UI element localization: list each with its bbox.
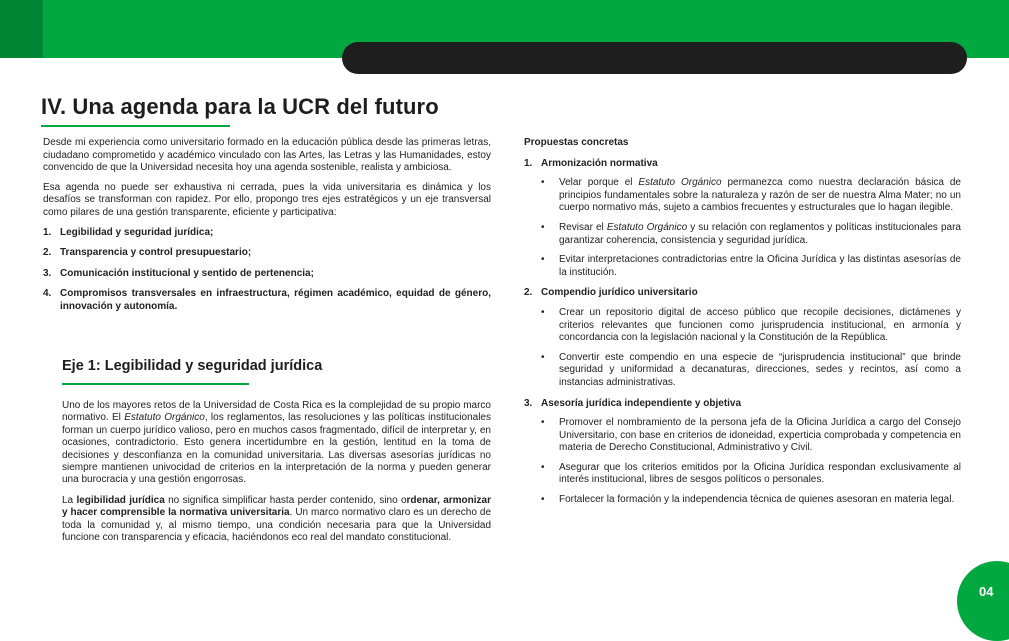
text-run: Uno de los mayores retos de la Universidad de Costa Rica es la complejidad de su propio marco normativo. El: [62, 400, 491, 424]
proposals-heading: Propuestas concretas: [524, 137, 629, 148]
text-run: , los reglamentos, las resoluciones y las políticas institucionales forman un cuerpo jurídico valioso, pero en muchos casos fragmentado, difícil de interpretar y, en ocasiones, contradictorio. Esto genera incertidumbre en la gestión, lentitud en la toma de decisiones y desconfianza en la comunidad universitaria. Las diversas asesorías jurídicas no siempre mantienen univocidad de criterios en la interpretación de la norma y pueden generar una burocracia y una gestión engorrosas.: [62, 412, 491, 486]
section-title: IV. Una agenda para la UCR del futuro: [41, 94, 439, 119]
right-column: [524, 137, 961, 515]
proposal-number: 3.: [524, 397, 533, 409]
bullet-icon: •: [541, 417, 545, 429]
proposal-number: 2.: [524, 287, 533, 299]
pillar-text: Legibilidad y seguridad jurídica;: [60, 226, 214, 238]
pillar-number: 2.: [43, 247, 52, 259]
eje1-title-underline: [62, 383, 249, 385]
bullet-item: [541, 494, 961, 507]
proposal-bullets: [524, 177, 961, 279]
text-run: Revisar el: [559, 221, 607, 233]
header-accent-block: [0, 0, 43, 58]
text-run: permanezca como nuestra declaración básica de principios fundamentales sobre la naturaleza y razón de ser de nuestra Alma Mater; no un cuerpo normativo más, sujeto a cambios frecuentes y estructurales que lo hagan ilegible.: [559, 177, 961, 214]
pillar-item: [43, 288, 491, 313]
bullet-icon: •: [541, 494, 545, 506]
pillar-number: 3.: [43, 267, 52, 279]
text-run: Convertir este compendio en una especie de “jurisprudencia institucional” que brinde seguridad y uniformidad a decanaturas, direcciones, sedes y recintos, así como a instancias administrativas.: [559, 351, 961, 388]
bullet-icon: •: [541, 177, 545, 189]
pillar-number: 1.: [43, 226, 52, 238]
intro-paragraph: Esa agenda no puede ser exhaustiva ni cerrada, pues la vida universitaria es dinámica y los desafíos se transforman con rapidez. Por ello, propongo tres ejes estratégicos y un eje transversal como pilares de una gestión transparente, eficiente y participativa:: [43, 181, 491, 218]
proposal-bullets: [524, 417, 961, 507]
pillar-text: Compromisos transversales en infraestructura, régimen académico, equidad de género, innovación y autonomía.: [60, 288, 491, 312]
bullet-icon: •: [541, 254, 545, 266]
eje1-paragraph-2: [62, 495, 491, 545]
eje1-title: Eje 1: Legibilidad y seguridad jurídica: [62, 358, 323, 374]
text-run: Promover el nombramiento de la persona jefa de la Oficina Jurídica a cargo del Consejo Universitario, con base en criterios de idoneidad, experticia comprobada y competencia en materia de Derecho Constitucional, Administrativo y Civil.: [559, 417, 961, 454]
bullet-icon: •: [541, 461, 545, 473]
proposal-bullets: [524, 307, 961, 390]
section-title-underline: [41, 125, 230, 127]
intro-paragraph: Desde mi experiencia como universitario formado en la educación pública desde las primeras letras, ciudadano comprometido y académico vinculado con las Artes, las Letras y las Humanidades, estoy convencido de que la Universidad necesita hoy una agenda sostenible, realista y ambiciosa.: [43, 137, 491, 174]
pillar-number: 4.: [43, 288, 52, 300]
pillar-item: [43, 247, 491, 260]
text-run: La: [62, 494, 77, 506]
text-run: Evitar interpretaciones contradictorias entre la Oficina Jurídica y las distintas asesorías de la institución.: [559, 254, 961, 278]
bullet-item: [541, 221, 961, 247]
bullet-item: [541, 417, 961, 455]
text-run: . Un marco normativo claro es un derecho de toda la comunidad y, al mismo tiempo, una condición necesaria para que la Universidad funcione con transparencia y eficacia, haciéndonos eco real del mandato constitucional.: [62, 507, 491, 544]
proposal-item: [524, 158, 961, 280]
page-number-badge: [957, 561, 1009, 641]
header-pill-bar: [342, 42, 967, 74]
bold-run: rdenar, armonizar y hacer comprensible la normativa universitaria: [62, 494, 491, 519]
pillar-item: [43, 227, 491, 240]
bullet-item: [541, 461, 961, 487]
pillars-list: [43, 227, 491, 314]
bold-run: legibilidad jurídica: [76, 494, 165, 506]
proposal-title: [524, 398, 961, 411]
left-column: [43, 137, 491, 322]
bullet-item: [541, 177, 961, 215]
bullet-icon: •: [541, 221, 545, 233]
pillar-text: Comunicación institucional y sentido de pertenencia;: [60, 267, 314, 279]
proposal-title-text: Compendio jurídico universitario: [541, 287, 698, 299]
intro: [43, 137, 491, 220]
text-run: no significa simplificar hasta perder contenido, sino o: [164, 494, 407, 506]
text-run: Fortalecer la formación y la independencia técnica de quienes asesoran en materia legal.: [559, 494, 955, 506]
italic-run: Estatuto Orgánico: [638, 177, 722, 189]
proposal-item: [524, 287, 961, 389]
text-run: y su relación con reglamentos y políticas institucionales para garantizar coherencia, consistencia y seguridad jurídica.: [559, 221, 961, 246]
proposal-title-text: Asesoría jurídica independiente y objetiva: [541, 397, 742, 409]
pillar-text: Transparencia y control presupuestario;: [60, 247, 252, 259]
italic-run: Estatuto Orgánico: [124, 412, 205, 424]
text-run: Asegurar que los criterios emitidos por la Oficina Jurídica respondan exclusivamente al interés institucional, libres de sesgos políticos o personales.: [559, 461, 961, 486]
text-run: Velar porque el: [559, 177, 639, 189]
bullet-item: [541, 254, 961, 279]
proposal-title: [524, 287, 961, 300]
proposal-item: [524, 398, 961, 507]
bullet-item: [541, 351, 961, 390]
bullet-icon: •: [541, 306, 545, 318]
eje1-paragraph-1: [62, 400, 491, 487]
page-number: 04: [979, 584, 994, 599]
text-run: Crear un repositorio digital de acceso público que recopile decisiones, dictámenes y criterios relevantes que funcionen como jurisprudencia institucional, en armonía y concordancia con la legislación nacional y la Constitución de la República.: [559, 306, 961, 344]
eje1-body: [62, 400, 491, 552]
italic-run: Estatuto Orgánico: [606, 221, 688, 233]
bullet-icon: •: [541, 351, 545, 363]
proposal-number: 1.: [524, 157, 533, 169]
pillar-item: [43, 268, 491, 281]
proposal-title-text: Armonización normativa: [541, 157, 658, 169]
proposal-title: [524, 158, 961, 171]
bullet-item: [541, 306, 961, 345]
